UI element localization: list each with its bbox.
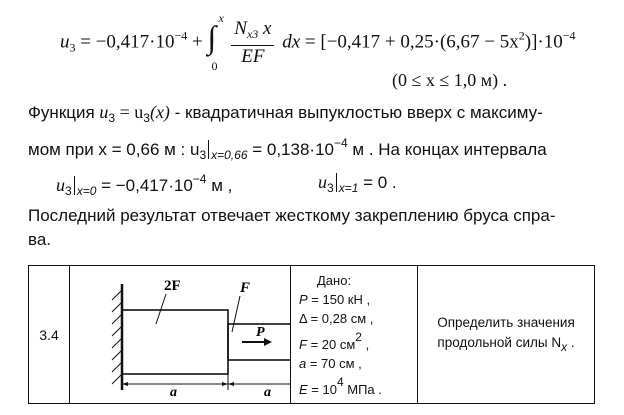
given-p: P = 150 кН , — [299, 291, 371, 307]
task-figure-cell — [70, 266, 291, 404]
task-table — [28, 265, 595, 404]
formula-plus: + — [192, 31, 203, 53]
formula-exp1: −4 — [174, 28, 188, 43]
question-cell — [418, 266, 595, 404]
task-number: 3.4 — [29, 266, 70, 404]
paragraph-line-2: мом при x = 0,66 м : $u_3$ $_{x=0,66} = 0,138\cdot 10^{-4}$ м . На концах интервала — [28, 136, 547, 162]
formula-dx: dx — [282, 31, 301, 53]
label-a-left: a — [170, 385, 177, 398]
force-p-arrowhead — [264, 338, 272, 346]
paragraph-line-1: Функция $u_3 = u_3(x)$ - квадратичная выпуклостью вверх с максиму- — [28, 102, 543, 125]
integral-sign: ∫ x 0 — [207, 11, 224, 73]
label-2f: 2F — [164, 278, 181, 294]
table-row — [29, 266, 595, 404]
left-wall-hatch — [112, 290, 122, 384]
question-line-1: Определить значения — [437, 314, 575, 330]
given-f: F = 20 см2 , — [299, 329, 370, 352]
section-2f — [122, 310, 228, 374]
frac-den: EF — [241, 46, 265, 67]
formula-rhs: = [−0,417 + 0,25·(6,67 − 5x — [304, 31, 519, 53]
given-title: Дано: — [317, 272, 352, 288]
paragraph-2-line-1: Последний результат отвечает жесткому закреплению бруса спра- — [28, 206, 556, 225]
given-delta: Δ = 0,28 см , — [299, 310, 374, 326]
given-a: a = 70 см , — [299, 355, 362, 371]
formula-fraction — [231, 18, 274, 68]
frac-num-sub: x3 — [246, 27, 259, 41]
formula-rhs-sup: 2 — [518, 28, 525, 43]
given-e: E = 104 МПа . — [299, 374, 382, 397]
formula-lhs: u — [60, 31, 70, 53]
formula-range: (0 ≤ x ≤ 1,0 м) . — [392, 70, 508, 90]
formula-u3 — [60, 11, 576, 73]
given-cell — [291, 266, 418, 404]
formula-eq1: = −0,417·10 — [80, 31, 175, 53]
label-p: P — [256, 325, 265, 340]
integral-upper: x — [218, 11, 224, 25]
bar-diagram — [70, 266, 290, 398]
frac-num-tail: x — [258, 18, 272, 39]
paragraph-line-3b: $u_3$ $_{x=1}$ = 0 . — [318, 172, 397, 195]
formula-rhs-tail: )]·10 — [524, 31, 563, 53]
paragraph-line-3: $u_3$ $_{x=0} = -0,417\cdot 10^{-4}$ м , — [56, 172, 233, 198]
question-line-2: продольной силы Nx . — [437, 334, 575, 354]
paragraph-2-line-2: ва. — [28, 230, 52, 249]
formula-rhs-exp: −4 — [562, 28, 576, 43]
formula-lhs-sub: 3 — [69, 40, 76, 55]
label-f: F — [240, 280, 251, 296]
integral-lower: 0 — [211, 59, 218, 73]
frac-num: N — [234, 18, 247, 39]
label-a-right: a — [264, 385, 271, 398]
